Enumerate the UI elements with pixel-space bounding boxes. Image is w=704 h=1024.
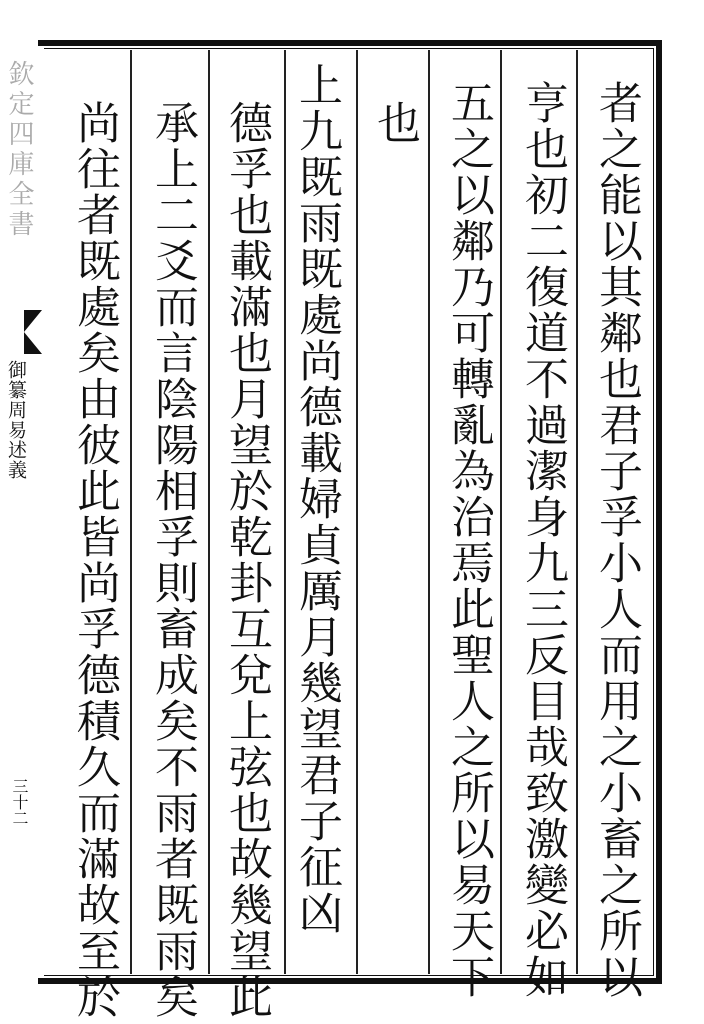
column-rule bbox=[356, 50, 358, 974]
book-title: 御纂周易述義 bbox=[5, 360, 27, 480]
text-column-4: 也 bbox=[369, 100, 420, 146]
text-column-2: 亨也初二復道不過潔身九三反目哉致激變必如 bbox=[517, 80, 568, 1000]
text-column-7: 承上二爻而言陰陽相孚則畜成矣不雨者既雨矣 bbox=[147, 100, 198, 1020]
margin-faded-title: 欽定四庫全書 bbox=[4, 60, 34, 240]
page-number: 三十二 bbox=[10, 778, 29, 826]
text-column-5: 上九既雨既處尚德載婦貞厲月幾望君子征凶 bbox=[291, 62, 342, 936]
column-rule bbox=[130, 50, 132, 974]
column-rule bbox=[500, 50, 502, 974]
text-column-1: 者之能以其鄰也君子孚小人而用之小畜之所以 bbox=[591, 80, 642, 1000]
column-rule bbox=[428, 50, 430, 974]
column-rule bbox=[576, 50, 578, 974]
text-column-8: 尚往者既處矣由彼此皆尚孚德積久而滿故至於 bbox=[69, 100, 120, 1020]
text-column-3: 五之以鄰乃可轉亂為治焉此聖人之所以易天下 bbox=[443, 80, 494, 1000]
column-rule bbox=[208, 50, 210, 974]
column-rule bbox=[284, 50, 286, 974]
text-column-6: 德孚也載滿也月望於乾卦互兌上弦也故幾望此 bbox=[221, 100, 272, 1020]
